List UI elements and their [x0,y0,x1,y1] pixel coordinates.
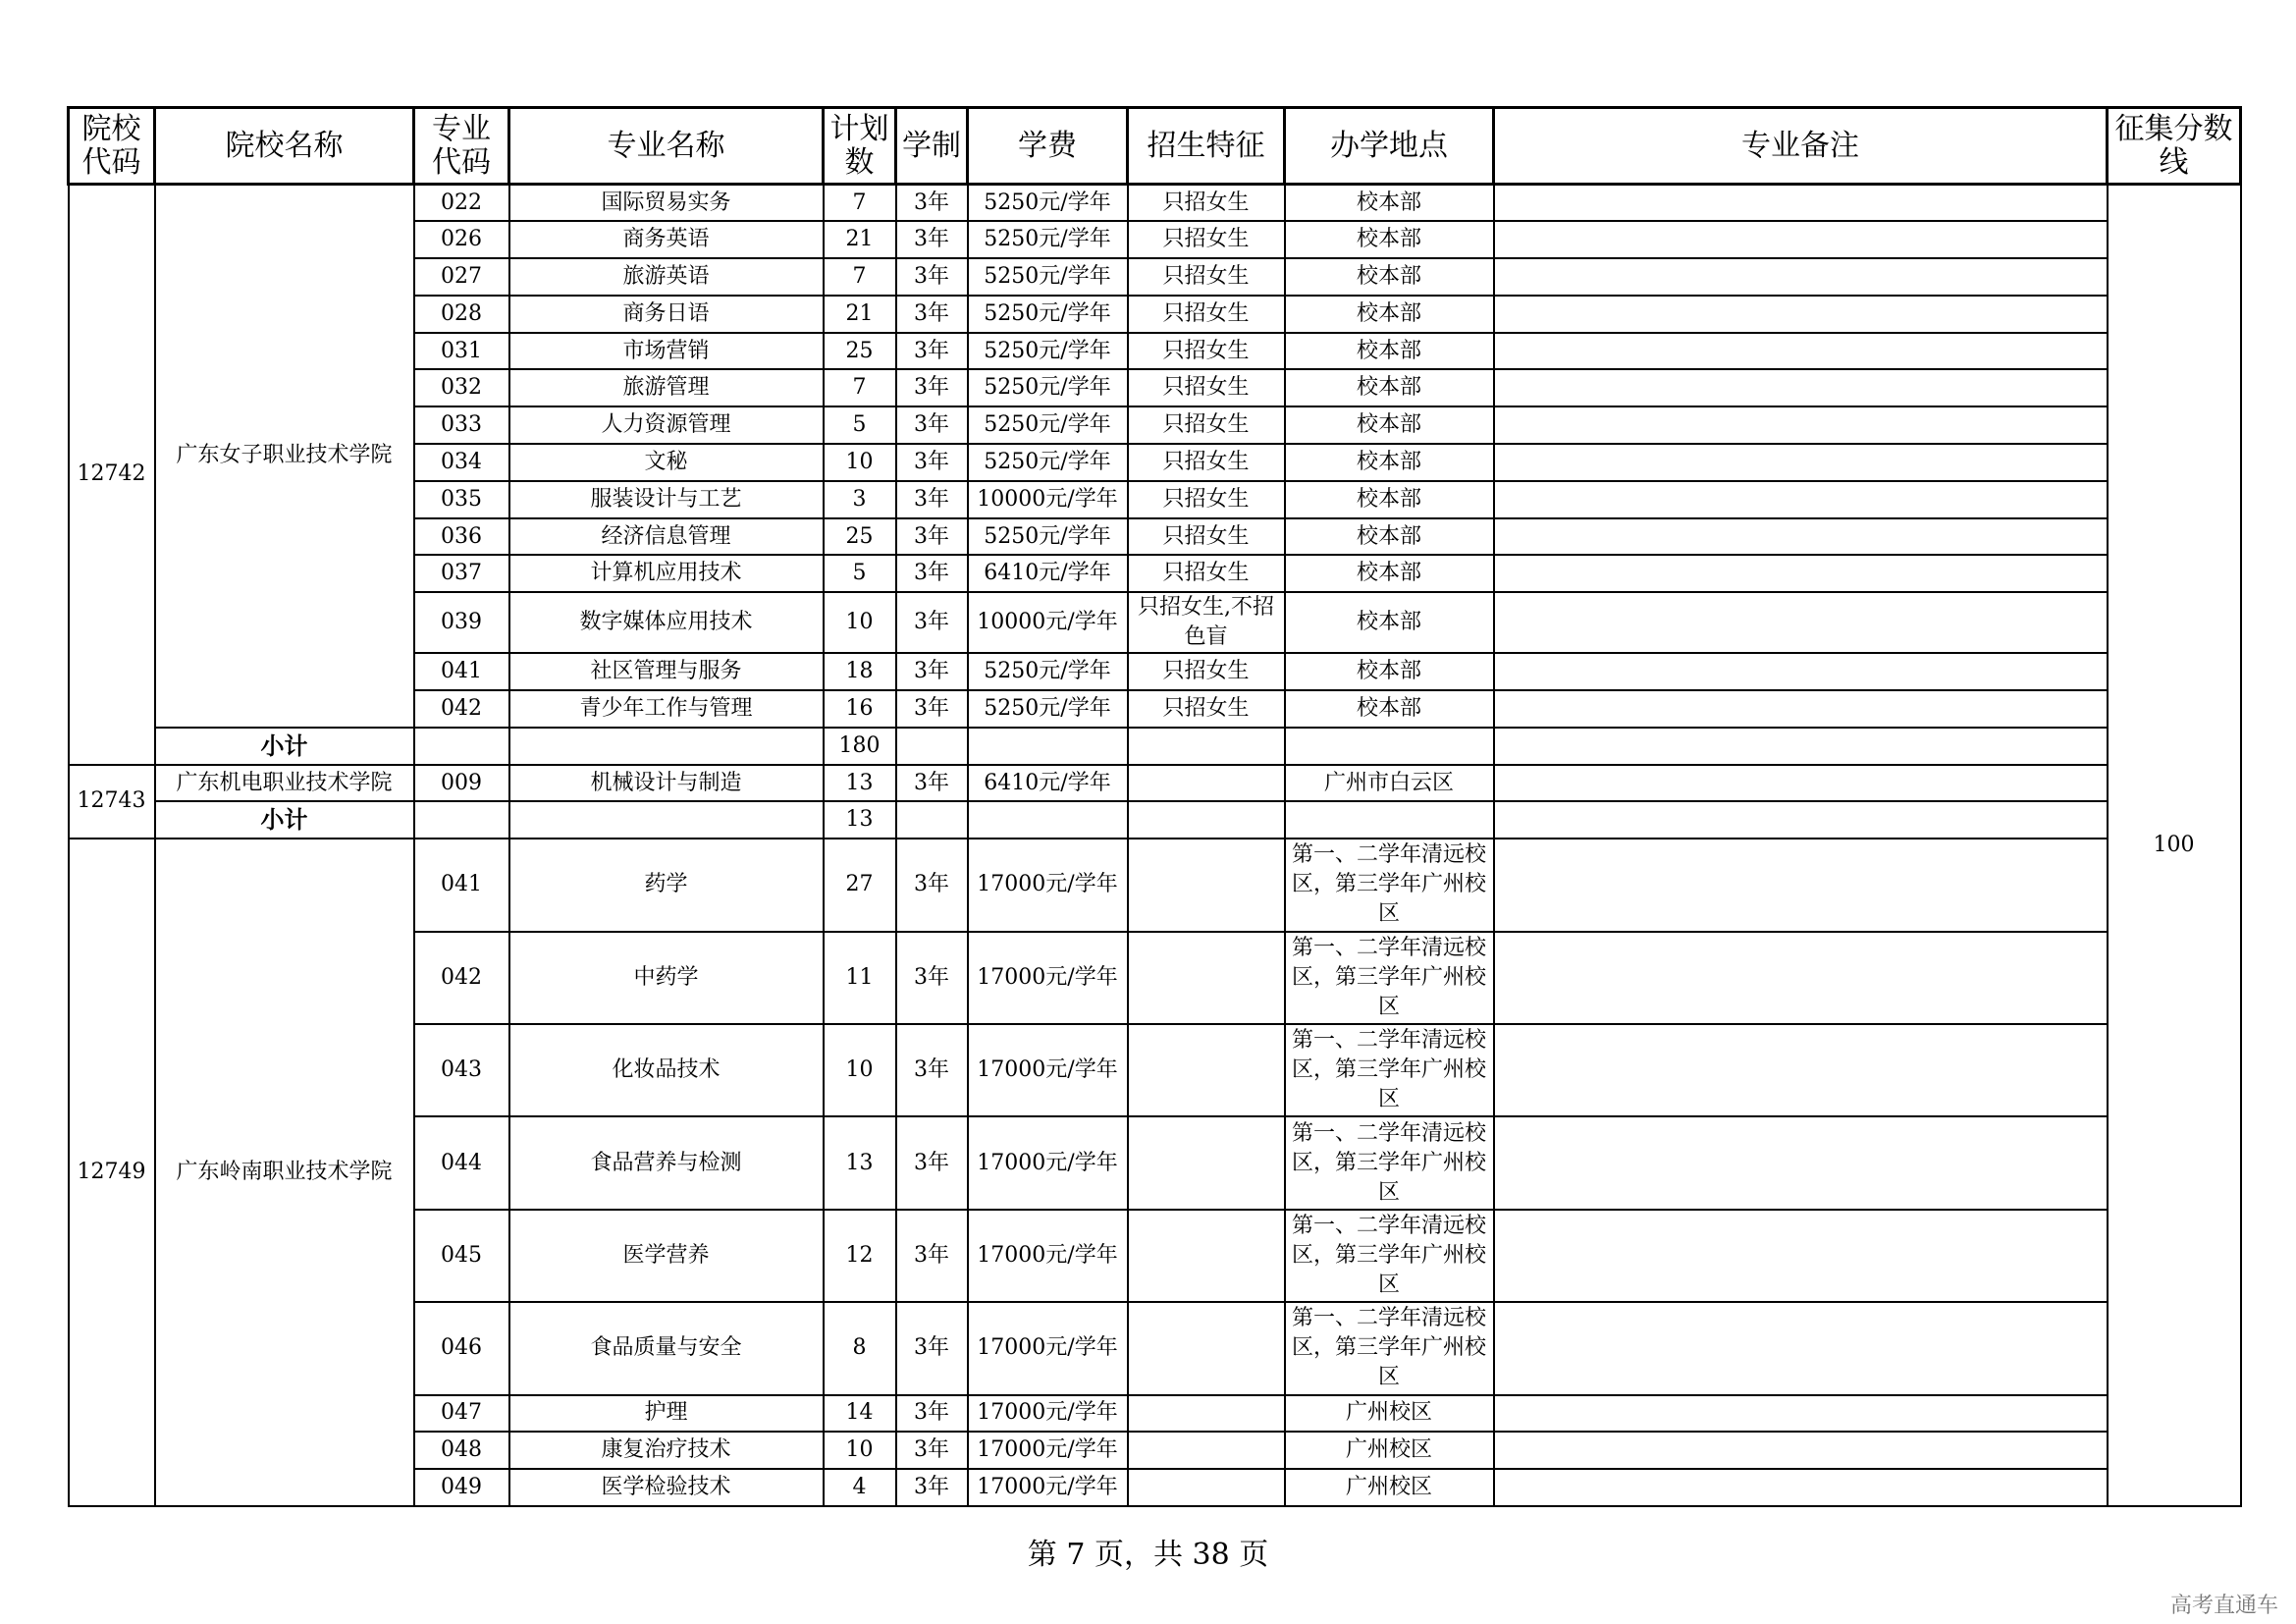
school-code-cell: 12742 [69,185,155,765]
plan-cell: 21 [824,296,896,333]
duration-cell: 3年 [896,1432,968,1469]
remark-cell [1494,518,2108,556]
major-name-cell: 青少年工作与管理 [509,690,824,728]
school-code-cell: 12749 [69,839,155,1506]
tuition-cell: 17000元/学年 [968,932,1128,1024]
remark-cell [1494,221,2108,258]
remark-cell [1494,1024,2108,1116]
major-name-cell: 商务英语 [509,221,824,258]
location-cell: 第一、二学年清远校区，第三学年广州校区 [1285,1116,1494,1209]
remark-cell [1494,1302,2108,1394]
cutoff-cell: 100 [2108,185,2241,1506]
feature-cell: 只招女生 [1128,369,1285,406]
tuition-cell: 17000元/学年 [968,1210,1128,1302]
tuition-cell: 17000元/学年 [968,1024,1128,1116]
enrollment-table [67,106,2242,1507]
feature-cell: 只招女生 [1128,481,1285,518]
location-cell: 校本部 [1285,185,1494,222]
header-duration: 学制 [896,108,968,185]
major-code-cell: 035 [414,481,509,518]
subtotal-empty [968,728,1128,765]
duration-cell: 3年 [896,369,968,406]
feature-cell [1128,765,1285,802]
feature-cell: 只招女生 [1128,518,1285,556]
remark-cell [1494,1395,2108,1433]
major-code-cell: 044 [414,1116,509,1209]
header-major-code: 专业代码 [414,108,509,185]
subtotal-plan: 180 [824,728,896,765]
header-plan: 计划数 [824,108,896,185]
plan-cell: 25 [824,333,896,370]
remark-cell [1494,333,2108,370]
tuition-cell: 6410元/学年 [968,765,1128,802]
major-code-cell: 032 [414,369,509,406]
major-name-cell: 文秘 [509,444,824,481]
duration-cell: 3年 [896,221,968,258]
plan-cell: 14 [824,1395,896,1433]
tuition-cell: 6410元/学年 [968,555,1128,592]
plan-cell: 18 [824,653,896,690]
major-code-cell: 042 [414,690,509,728]
header-location: 办学地点 [1285,108,1494,185]
duration-cell: 3年 [896,690,968,728]
tuition-cell: 5250元/学年 [968,444,1128,481]
major-name-cell: 食品营养与检测 [509,1116,824,1209]
remark-cell [1494,1469,2108,1506]
remark-cell [1494,592,2108,653]
tuition-cell: 5250元/学年 [968,258,1128,296]
remark-cell [1494,1116,2108,1209]
major-code-cell: 037 [414,555,509,592]
tuition-cell: 10000元/学年 [968,592,1128,653]
tuition-cell: 17000元/学年 [968,839,1128,931]
major-code-cell: 009 [414,765,509,802]
location-cell: 校本部 [1285,333,1494,370]
major-code-cell: 045 [414,1210,509,1302]
table-row [69,185,2241,222]
table-row [69,765,2241,802]
subtotal-empty [896,801,968,839]
subtotal-empty [1285,728,1494,765]
major-name-cell: 康复治疗技术 [509,1432,824,1469]
major-name-cell: 食品质量与安全 [509,1302,824,1394]
location-cell: 校本部 [1285,369,1494,406]
tuition-cell: 5250元/学年 [968,333,1128,370]
feature-cell: 只招女生 [1128,221,1285,258]
major-code-cell: 046 [414,1302,509,1394]
location-cell: 校本部 [1285,690,1494,728]
remark-cell [1494,653,2108,690]
plan-cell: 12 [824,1210,896,1302]
duration-cell: 3年 [896,185,968,222]
tuition-cell: 5250元/学年 [968,406,1128,444]
location-cell: 第一、二学年清远校区，第三学年广州校区 [1285,932,1494,1024]
subtotal-empty [1128,801,1285,839]
subtotal-empty [968,801,1128,839]
subtotal-empty [1128,728,1285,765]
major-name-cell: 机械设计与制造 [509,765,824,802]
tuition-cell: 5250元/学年 [968,185,1128,222]
table-row [69,839,2241,931]
header-cutoff: 征集分数线 [2108,108,2241,185]
feature-cell [1128,1395,1285,1433]
major-name-cell: 服装设计与工艺 [509,481,824,518]
location-cell: 第一、二学年清远校区，第三学年广州校区 [1285,839,1494,931]
major-code-cell: 031 [414,333,509,370]
subtotal-label: 小计 [155,728,414,765]
major-code-cell: 022 [414,185,509,222]
feature-cell [1128,1469,1285,1506]
plan-cell: 11 [824,932,896,1024]
location-cell: 校本部 [1285,444,1494,481]
feature-cell: 只招女生 [1128,653,1285,690]
location-cell: 校本部 [1285,221,1494,258]
duration-cell: 3年 [896,839,968,931]
location-cell: 第一、二学年清远校区，第三学年广州校区 [1285,1210,1494,1302]
duration-cell: 3年 [896,296,968,333]
remark-cell [1494,765,2108,802]
plan-cell: 7 [824,258,896,296]
plan-cell: 8 [824,1302,896,1394]
tuition-cell: 5250元/学年 [968,518,1128,556]
school-name-cell: 广东岭南职业技术学院 [155,839,414,1506]
school-name-cell: 广东女子职业技术学院 [155,185,414,728]
duration-cell: 3年 [896,765,968,802]
subtotal-empty [1494,801,2108,839]
subtotal-plan: 13 [824,801,896,839]
plan-cell: 3 [824,481,896,518]
location-cell: 校本部 [1285,481,1494,518]
major-code-cell: 048 [414,1432,509,1469]
feature-cell: 只招女生 [1128,406,1285,444]
major-name-cell: 药学 [509,839,824,931]
feature-cell [1128,1302,1285,1394]
duration-cell: 3年 [896,1302,968,1394]
duration-cell: 3年 [896,333,968,370]
header-tuition: 学费 [968,108,1128,185]
duration-cell: 3年 [896,592,968,653]
plan-cell: 27 [824,839,896,931]
subtotal-label: 小计 [155,801,414,839]
major-name-cell: 医学检验技术 [509,1469,824,1506]
duration-cell: 3年 [896,481,968,518]
plan-cell: 7 [824,185,896,222]
major-name-cell: 化妆品技术 [509,1024,824,1116]
plan-cell: 21 [824,221,896,258]
location-cell: 校本部 [1285,592,1494,653]
plan-cell: 5 [824,555,896,592]
major-name-cell: 数字媒体应用技术 [509,592,824,653]
remark-cell [1494,932,2108,1024]
location-cell: 校本部 [1285,653,1494,690]
major-name-cell: 人力资源管理 [509,406,824,444]
feature-cell [1128,1116,1285,1209]
major-code-cell: 041 [414,653,509,690]
tuition-cell: 10000元/学年 [968,481,1128,518]
plan-cell: 7 [824,369,896,406]
remark-cell [1494,296,2108,333]
major-code-cell: 043 [414,1024,509,1116]
major-code-cell: 027 [414,258,509,296]
location-cell: 校本部 [1285,258,1494,296]
header-feature: 招生特征 [1128,108,1285,185]
tuition-cell: 17000元/学年 [968,1395,1128,1433]
plan-cell: 13 [824,765,896,802]
feature-cell [1128,1024,1285,1116]
duration-cell: 3年 [896,653,968,690]
tuition-cell: 5250元/学年 [968,690,1128,728]
tuition-cell: 5250元/学年 [968,653,1128,690]
feature-cell [1128,932,1285,1024]
plan-cell: 10 [824,444,896,481]
tuition-cell: 17000元/学年 [968,1469,1128,1506]
duration-cell: 3年 [896,932,968,1024]
major-code-cell: 041 [414,839,509,931]
remark-cell [1494,690,2108,728]
major-code-cell: 033 [414,406,509,444]
major-code-cell: 039 [414,592,509,653]
subtotal-row [69,801,2241,839]
major-name-cell: 旅游英语 [509,258,824,296]
feature-cell: 只招女生 [1128,296,1285,333]
location-cell: 广州市白云区 [1285,765,1494,802]
school-code-cell: 12743 [69,765,155,839]
location-cell: 第一、二学年清远校区，第三学年广州校区 [1285,1302,1494,1394]
header-major-name: 专业名称 [509,108,824,185]
location-cell: 校本部 [1285,518,1494,556]
tuition-cell: 5250元/学年 [968,369,1128,406]
subtotal-empty [509,801,824,839]
header-school-code: 院校代码 [69,108,155,185]
major-name-cell: 社区管理与服务 [509,653,824,690]
tuition-cell: 5250元/学年 [968,296,1128,333]
plan-cell: 25 [824,518,896,556]
subtotal-empty [896,728,968,765]
remark-cell [1494,839,2108,931]
major-code-cell: 036 [414,518,509,556]
location-cell: 校本部 [1285,555,1494,592]
header-school-name: 院校名称 [155,108,414,185]
feature-cell [1128,839,1285,931]
location-cell: 广州校区 [1285,1432,1494,1469]
remark-cell [1494,555,2108,592]
major-code-cell: 047 [414,1395,509,1433]
remark-cell [1494,444,2108,481]
major-code-cell: 026 [414,221,509,258]
duration-cell: 3年 [896,1395,968,1433]
header-row [69,108,2241,185]
page-number: 第 7 页，共 38 页 [1027,1538,1269,1572]
duration-cell: 3年 [896,518,968,556]
major-name-cell: 计算机应用技术 [509,555,824,592]
plan-cell: 4 [824,1469,896,1506]
feature-cell: 只招女生 [1128,690,1285,728]
location-cell: 第一、二学年清远校区，第三学年广州校区 [1285,1024,1494,1116]
table-body [69,185,2241,1506]
major-name-cell: 商务日语 [509,296,824,333]
tuition-cell: 17000元/学年 [968,1302,1128,1394]
location-cell: 校本部 [1285,406,1494,444]
major-code-cell: 049 [414,1469,509,1506]
feature-cell: 只招女生 [1128,444,1285,481]
location-cell: 校本部 [1285,296,1494,333]
subtotal-empty [414,728,509,765]
plan-cell: 10 [824,1024,896,1116]
header-remark: 专业备注 [1494,108,2108,185]
remark-cell [1494,185,2108,222]
major-name-cell: 医学营养 [509,1210,824,1302]
subtotal-empty [1285,801,1494,839]
plan-cell: 13 [824,1116,896,1209]
location-cell: 广州校区 [1285,1469,1494,1506]
major-name-cell: 中药学 [509,932,824,1024]
feature-cell: 只招女生 [1128,333,1285,370]
major-name-cell: 护理 [509,1395,824,1433]
subtotal-row [69,728,2241,765]
subtotal-empty [1494,728,2108,765]
major-code-cell: 028 [414,296,509,333]
duration-cell: 3年 [896,1210,968,1302]
feature-cell: 只招女生 [1128,555,1285,592]
subtotal-empty [414,801,509,839]
duration-cell: 3年 [896,555,968,592]
tuition-cell: 5250元/学年 [968,221,1128,258]
remark-cell [1494,369,2108,406]
major-name-cell: 经济信息管理 [509,518,824,556]
subtotal-empty [509,728,824,765]
feature-cell: 只招女生,不招色盲 [1128,592,1285,653]
remark-cell [1494,1210,2108,1302]
major-name-cell: 国际贸易实务 [509,185,824,222]
tuition-cell: 17000元/学年 [968,1432,1128,1469]
remark-cell [1494,1432,2108,1469]
plan-cell: 10 [824,592,896,653]
duration-cell: 3年 [896,1116,968,1209]
feature-cell: 只招女生 [1128,258,1285,296]
remark-cell [1494,258,2108,296]
feature-cell [1128,1432,1285,1469]
school-name-cell: 广东机电职业技术学院 [155,765,414,802]
plan-cell: 16 [824,690,896,728]
watermark: 高考直通车 [2169,1594,2278,1618]
duration-cell: 3年 [896,444,968,481]
remark-cell [1494,406,2108,444]
feature-cell: 只招女生 [1128,185,1285,222]
feature-cell [1128,1210,1285,1302]
major-name-cell: 市场营销 [509,333,824,370]
major-name-cell: 旅游管理 [509,369,824,406]
location-cell: 广州校区 [1285,1395,1494,1433]
remark-cell [1494,481,2108,518]
duration-cell: 3年 [896,258,968,296]
duration-cell: 3年 [896,1024,968,1116]
plan-cell: 5 [824,406,896,444]
tuition-cell: 17000元/学年 [968,1116,1128,1209]
major-code-cell: 042 [414,932,509,1024]
duration-cell: 3年 [896,406,968,444]
major-code-cell: 034 [414,444,509,481]
duration-cell: 3年 [896,1469,968,1506]
plan-cell: 10 [824,1432,896,1469]
